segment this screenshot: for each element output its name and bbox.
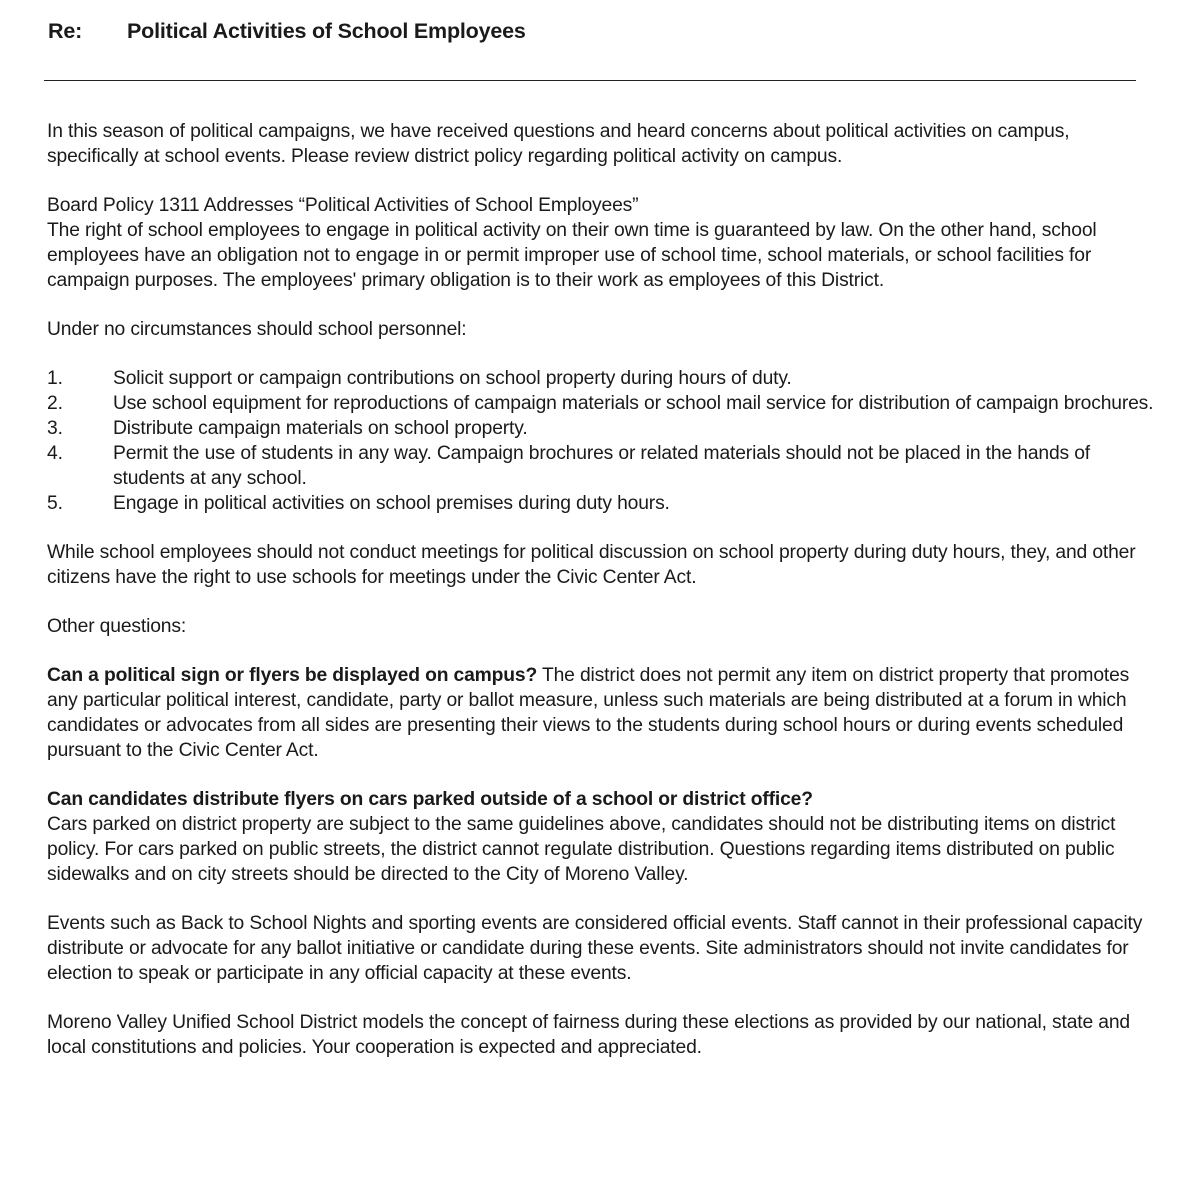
events-paragraph: Events such as Back to School Nights and sporting events are considered official events. Staff cannot in their professional capacity distribute or advocate for any ballot initiative or candidate during these events. Site administrators should not invite candidates for election to speak or participate in any official capacity at these events. bbox=[47, 913, 1143, 984]
list-item-text: Distribute campaign materials on school property. bbox=[113, 418, 528, 439]
list-item bbox=[47, 416, 1157, 441]
circumstances-intro: Under no circumstances should school personnel: bbox=[47, 319, 467, 340]
question-1-heading: Can a political sign or flyers be displayed on campus? bbox=[47, 665, 538, 686]
list-item-text: Engage in political activities on school premises during duty hours. bbox=[113, 493, 670, 514]
question-2-answer: Cars parked on district property are subject to the same guidelines above, candidates should not be distributing items on district policy. For cars parked on public streets, the district cannot regulate distribution. Questions regarding items distributed on public sidewalks and on city streets should be directed to the City of Moreno Valley. bbox=[47, 814, 1116, 885]
meetings-paragraph: While school employees should not conduct meetings for political discussion on school property during duty hours, they, and other citizens have the right to use schools for meetings under the Civic Center Act. bbox=[47, 542, 1136, 588]
prohibited-activities-list bbox=[47, 366, 1157, 516]
list-item-text: Solicit support or campaign contributions on school property during hours of duty. bbox=[113, 368, 792, 389]
list-item-number: 5. bbox=[47, 493, 63, 514]
question-2-section bbox=[47, 787, 1157, 887]
horizontal-divider bbox=[44, 80, 1136, 81]
policy-heading: Board Policy 1311 Addresses “Political Activities of School Employees” bbox=[47, 195, 639, 216]
list-item-text: Use school equipment for reproductions of campaign materials or school mail service for distribution of campaign brochures. bbox=[113, 393, 1154, 414]
question-1-paragraph bbox=[47, 663, 1157, 763]
subject-line bbox=[48, 19, 526, 44]
list-item bbox=[47, 441, 1157, 491]
list-item bbox=[47, 391, 1157, 416]
policy-text: The right of school employees to engage in political activity on their own time is guaranteed by law. On the other hand, school employees have an obligation not to engage in or permit improper use of school time, school materials, or school facilities for campaign purposes. The employees' primary obligation is to their work as employees of this District. bbox=[47, 220, 1097, 291]
policy-section bbox=[47, 193, 1157, 293]
list-item-number: 2. bbox=[47, 393, 63, 414]
closing-paragraph: Moreno Valley Unified School District models the concept of fairness during these elections as provided by our national, state and local constitutions and policies. Your cooperation is expected and appreciated. bbox=[47, 1012, 1130, 1058]
intro-paragraph: In this season of political campaigns, we have received questions and heard concerns about political activities on campus, specifically at school events. Please review district policy regarding political activity on campus. bbox=[47, 121, 1070, 167]
list-item-text: Permit the use of students in any way. Campaign brochures or related materials should not be placed in the hands of students at any school. bbox=[113, 443, 1091, 489]
list-item bbox=[47, 491, 1157, 516]
memo-body bbox=[47, 119, 1157, 1060]
subject-title: Political Activities of School Employees bbox=[127, 19, 526, 43]
list-item bbox=[47, 366, 1157, 391]
question-1-answer: The district does not permit any item on district property that promotes any particular political interest, candidate, party or ballot measure, unless such materials are being distributed at a forum in which candidates or advocates from all sides are presenting their views to the students during school hours or during events scheduled pursuant to the Civic Center Act. bbox=[47, 665, 1130, 761]
list-item-number: 1. bbox=[47, 368, 63, 389]
list-item-number: 4. bbox=[47, 443, 63, 464]
list-item-number: 3. bbox=[47, 418, 63, 439]
question-2-heading: Can candidates distribute flyers on cars parked outside of a school or district office? bbox=[47, 789, 813, 810]
re-label: Re: bbox=[48, 19, 83, 43]
other-questions-label: Other questions: bbox=[47, 616, 187, 637]
